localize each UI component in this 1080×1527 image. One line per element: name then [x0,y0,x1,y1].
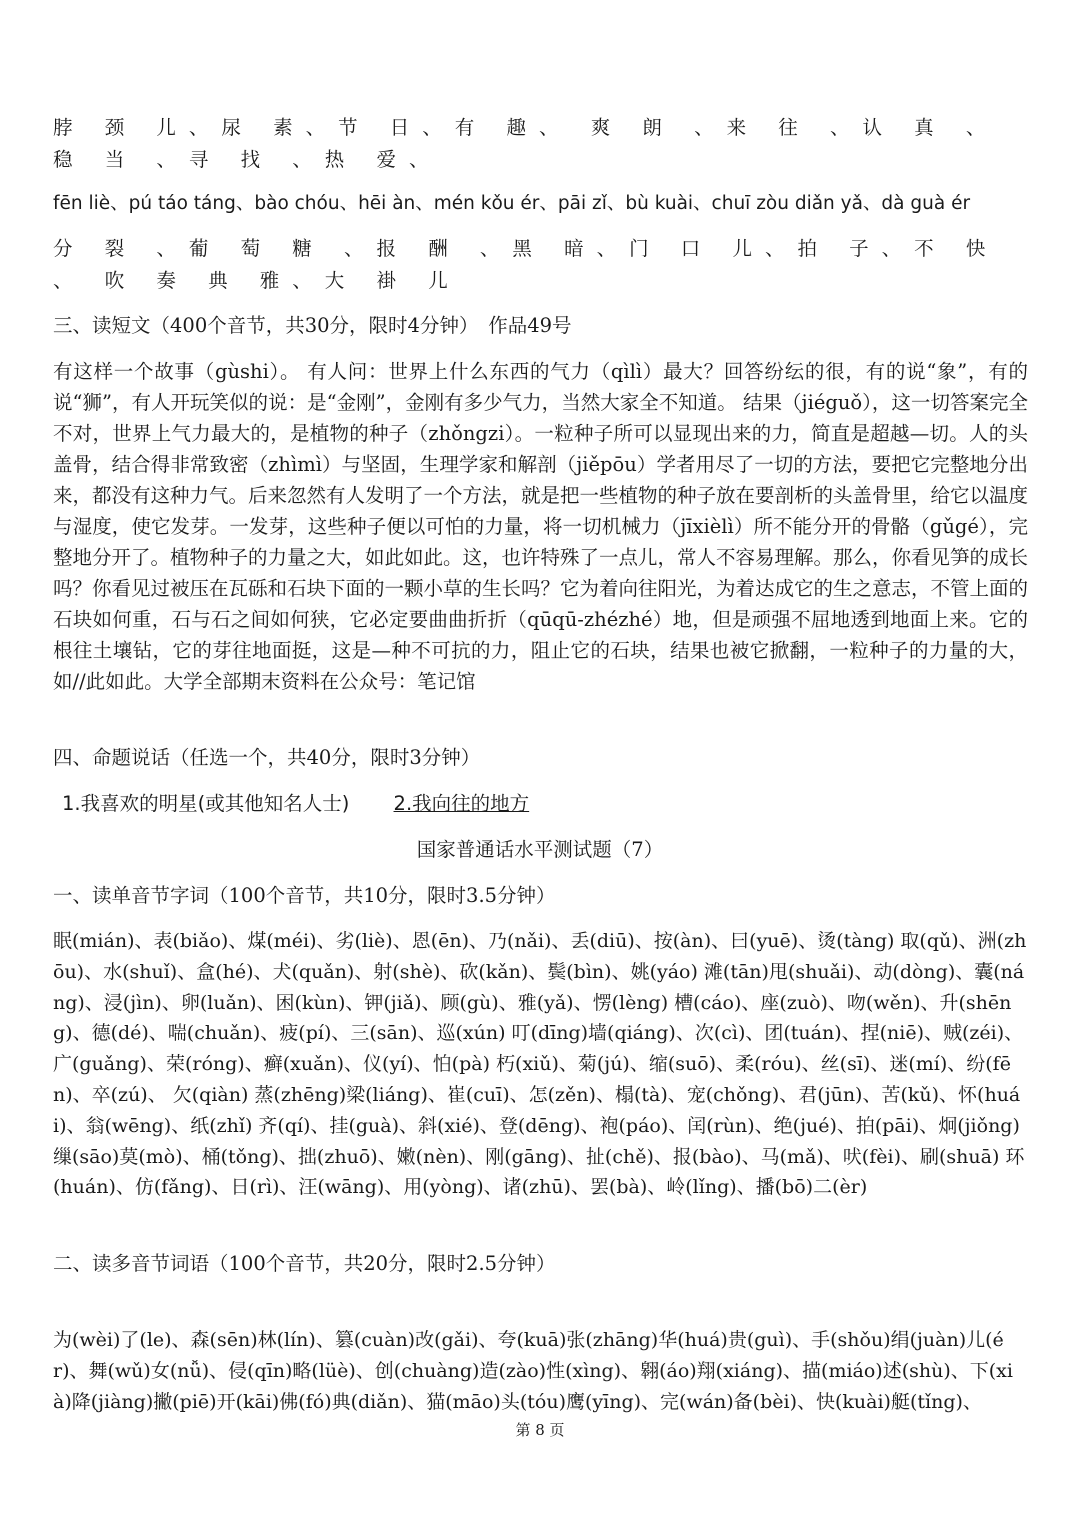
part-two-heading: 二、读多音节词语（100个音节，共20分，限时2.5分钟） [53,1252,556,1275]
page-number: 第 8 页 [515,1421,565,1439]
single-syllable-words: 眠(mián)、表(biǎo)、煤(méi)、劣(liè)、恩(ēn)、乃(nǎi)、丢(diū)、按(àn)、曰(yuē)、烫(tàng) 取(qǔ)、洲(zhōu)、水(shuǐ)、盒(hé)、犬(quǎn)、射(shè)、砍(kǎn)、鬓(bìn)、姚(yáo) 滩(tān)甩(shuǎi)、动(dòng)、囊(náng)、浸(jìn)、卵(luǎn)、困(kùn)、钾(jiǎ)、顾(gù)、雅(yǎ)、愣(lèng) 槽(cáo)、座(zuò)、吻(wěn)、升(shēng)、德(dé)、喘(chuǎn)、疲(pí)、三(sān)、巡(xún) 叮(dīng)墙(qiáng)、次(cì)、团(tuán)、捏(niē)、贼(zéi)、广(guǎng)、荣(róng)、癣(xuǎn)、仪(yí)、怕(pà) 朽(xiǔ)、菊(jú)、缩(suō)、柔(róu)、丝(sī)、迷(mí)、纷(fēn)、卒(zú)、 欠(qiàn) 蒸(zhēng)梁(liáng)、崔(cuī)、怎(zěn)、榻(tà)、宠(chǒng)、君(jūn)、苦(kǔ)、怀(huái)、翁(wēng)、纸(zhǐ) 齐(qí)、挂(guà)、斜(xié)、登(dēng)、袍(páo)、闰(rùn)、绝(jué)、拍(pāi)、炯(jiǒng) 缫(sāo)莫(mò)、桶(tǒng)、拙(zhuō)、嫩(nèn)、刚(gāng)、扯(chě)、报(bào)、马(mǎ)、吠(fèi)、刷(shuā) 环(huán)、仿(fǎng)、日(rì)、汪(wāng)、用(yòng)、诸(zhū)、罢(bà)、岭(lǐng)、播(bō)二(èr) [53,930,1027,1199]
topic-2: 2.我向往的地方 [393,792,530,815]
multi-syllable-words: 为(wèi)了(le)、森(sēn)林(lín)、篡(cuàn)改(gǎi)、夸(kuā)张(zhāng)华(huá)贵(guì)、手(shǒu)绢(juàn)儿(ér)、舞(wǔ)女(nǚ)、侵(qīn)略(lüè)、创(chuàng)造(zào)性(xìng)、翱(áo)翔(xiáng)、描(miáo)述(shù)、下(xià)降(jiàng)撇(piē)开(kāi)佛(fó)典(diǎn)、猫(māo)头(tóu)鹰(yīng)、完(wán)备(bèi)、快(kuài)艇(tǐng)、 [53,1329,1013,1413]
hanzi-word-line-2: 分 裂 、葡 萄 糖 、报 酬 、黑 暗、门 口 儿、拍 子、不 快 、 吹 奏 典 雅、大 褂 儿 [53,237,999,292]
hanzi-word-line-1: 脖 颈 儿、尿 素、节 日、有 趣、 爽 朗 、来 往 、认 真 、稳 当 、寻 找 、热 爱、 [53,116,999,171]
reading-passage: 有这样一个故事（gùshi）。 有人问：世界上什么东西的气力（qìlì）最大？回答纷纭的很，有的说“象”，有的说“狮”，有人开玩笑似的说：是“金刚”，金刚有多少气力，当然大家全不知道。 结果（jiéguǒ），这一切答案完全不对，世界上气力最大的，是植物的种子（zhǒngzi）。一粒种子所可以显现出来的力，简直是超越—切。人的头盖骨，结合得非常致密（zhìmì）与坚固，生理学家和解剖（jiěpōu）学者用尽了一切的方法，要把它完整地分出来，都没有这种力气。后来忽然有人发明了一个方法，就是把一些植物的种子放在要剖析的头盖骨里，给它以温度与湿度，使它发芽。一发芽，这些种子便以可怕的力量，将一切机械力（jīxièlì）所不能分开的骨骼（gǔgé），完整地分开了。植物种子的力量之大，如此如此。这，也许特殊了一点儿，常人不容易理解。那么，你看见笋的成长吗？你看见过被压在瓦砾和石块下面的一颗小草的生长吗？它为着向往阳光，为着达成它的生之意志，不管上面的石块如何重，石与石之间如何狭，它必定要曲曲折折（qūqū-zhézhé）地，但是顽强不屈地透到地面上来。它的根往土壤钻，它的芽往地面挺，这是—种不可抗的力，阻止它的石块，结果也被它掀翻，一粒种子的力量的大，如//此如此。大学全部期末资料在公众号：笔记馆 [53,360,1029,693]
topic-1: 1.我喜欢的明星(或其他知名人士) [62,792,350,815]
pinyin-word-line: fēn liè、pú táo táng、bào chóu、hēi àn、mén kǒu ér、pāi zǐ、bù kuài、chuī zòu diǎn yǎ、dà guà ér [53,193,971,214]
topic-list [62,788,1028,816]
section-four-heading: 四、命题说话（任选一个，共40分，限时3分钟） [53,746,481,769]
part-one-heading: 一、读单音节字词（100个音节，共10分，限时3.5分钟） [53,884,556,907]
section-three-heading: 三、读短文（400个音节，共30分，限时4分钟） 作品49号 [53,314,572,337]
test-title: 国家普通话水平测试题（7） [416,838,664,861]
